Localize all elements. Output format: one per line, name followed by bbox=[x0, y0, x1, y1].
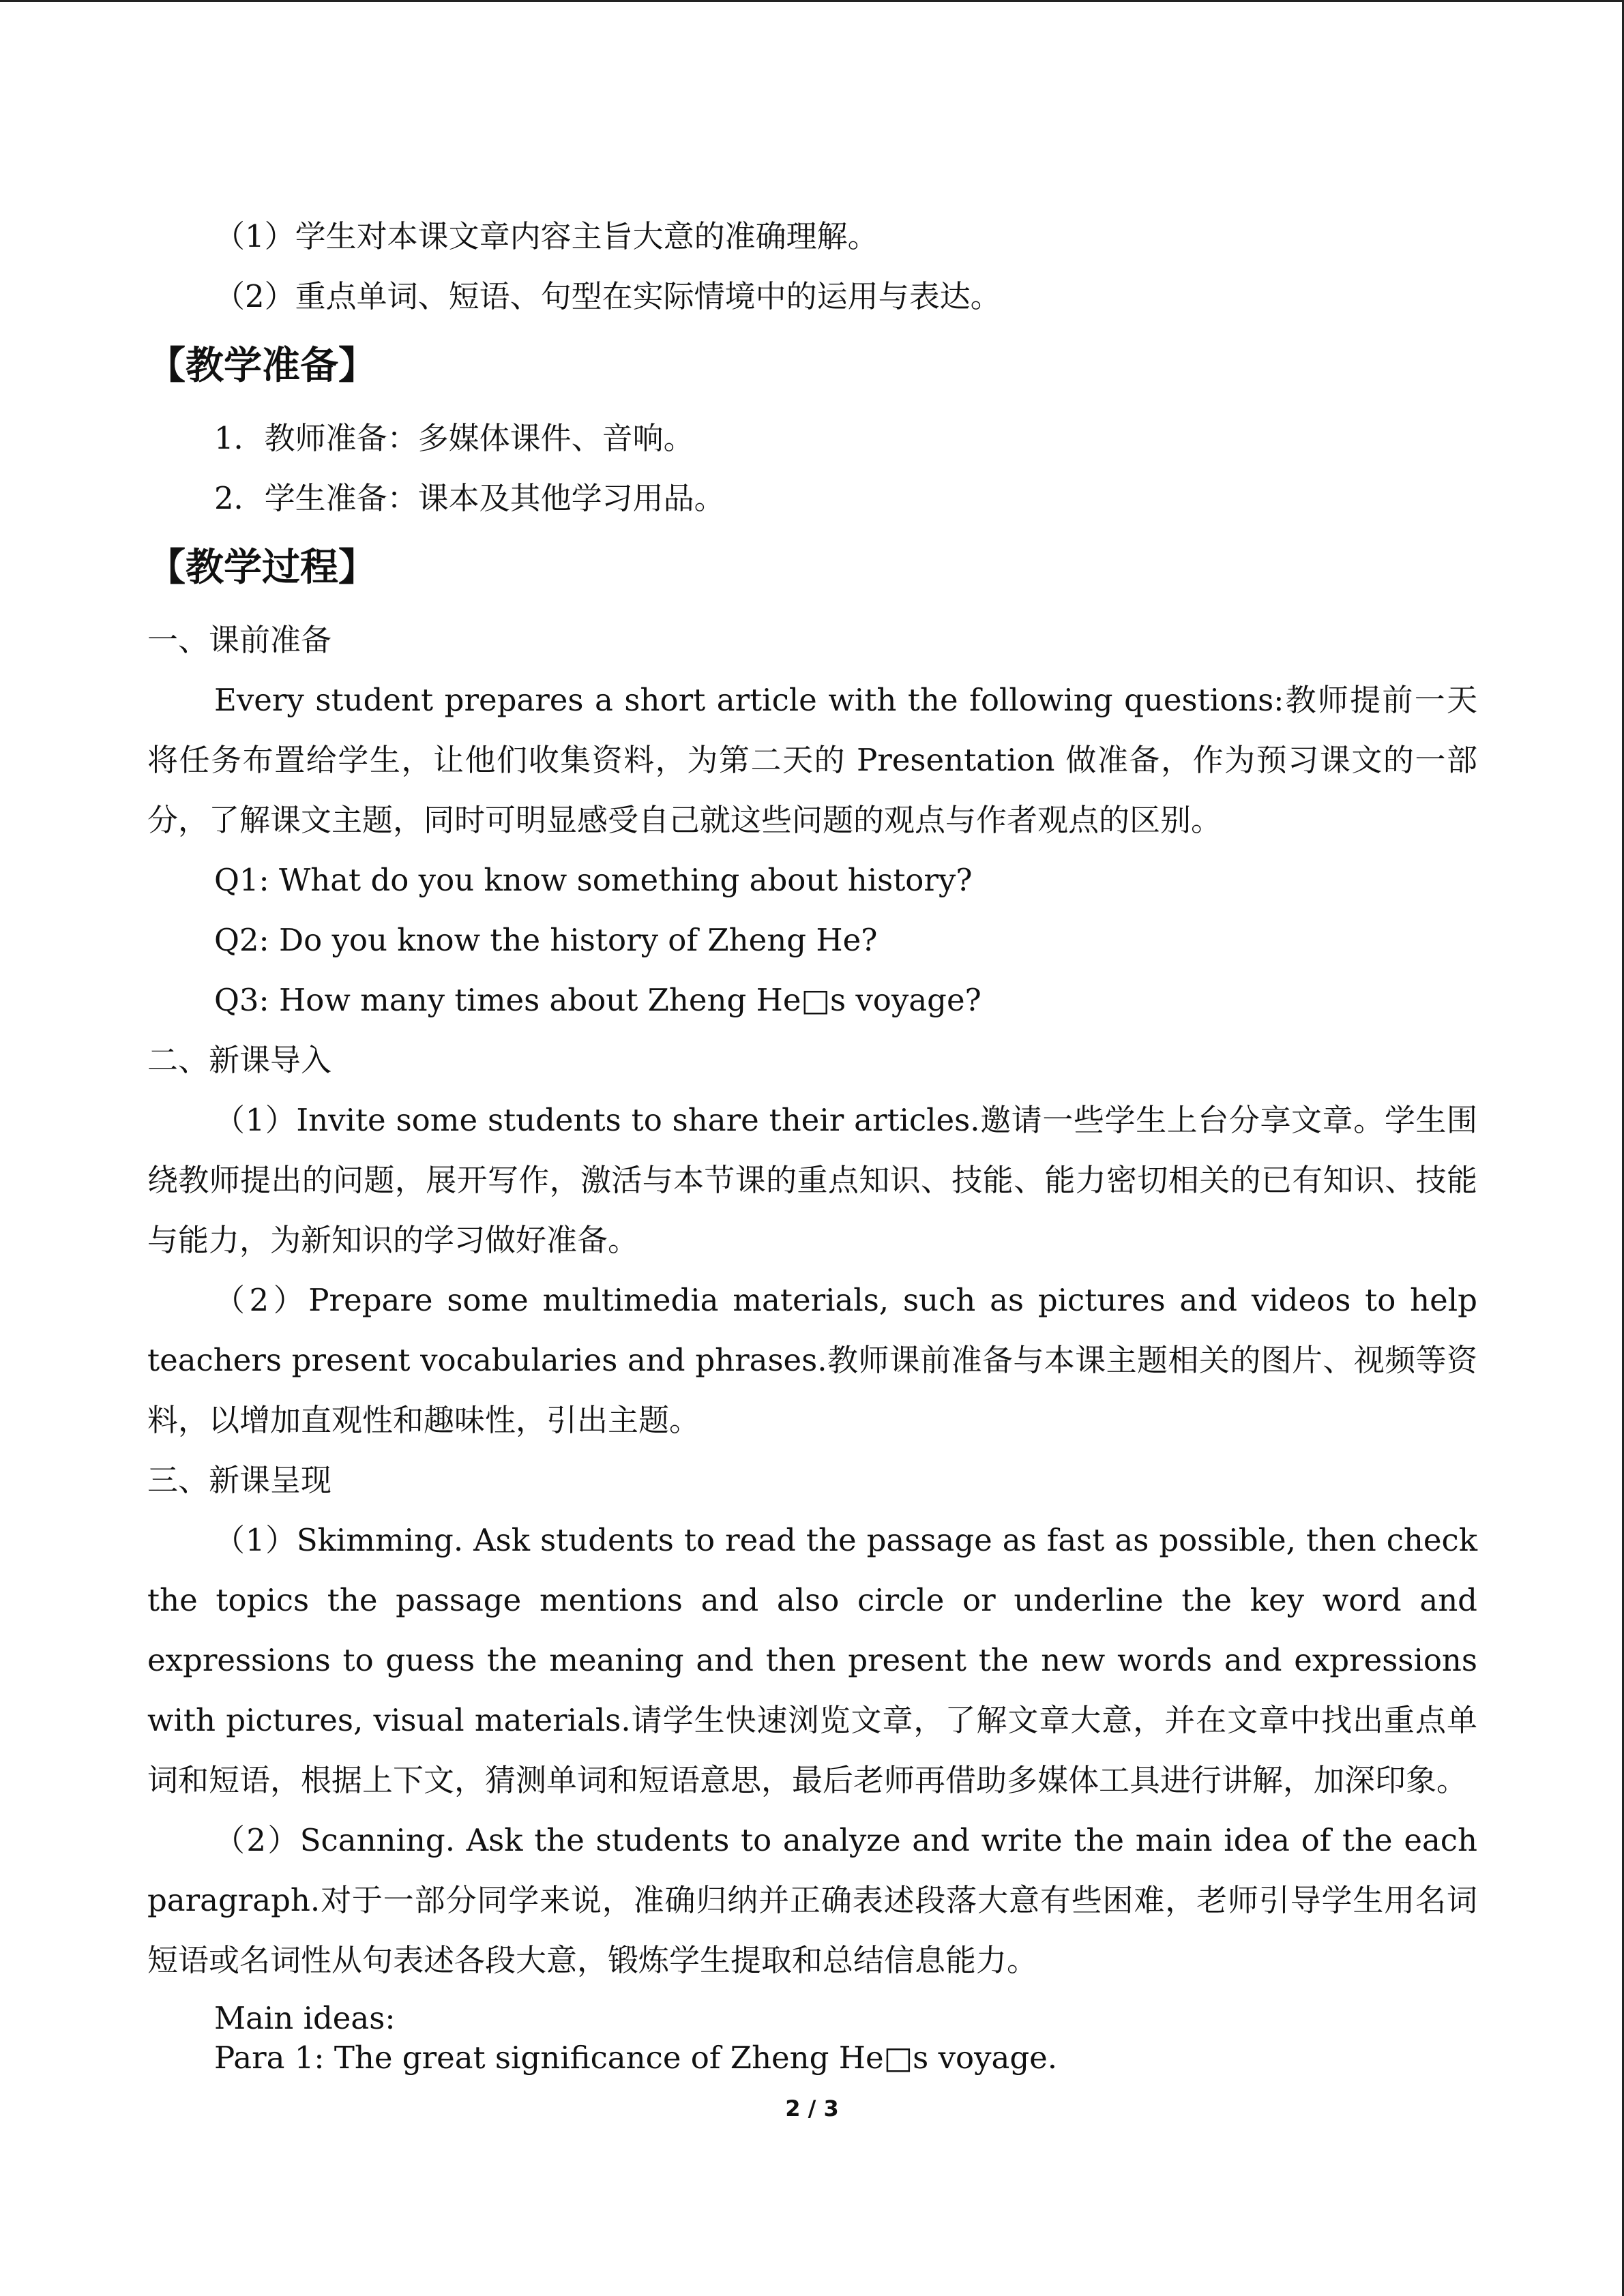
section-3-paragraph-1: （1）Skimming. Ask students to read the passage as fast as possible, then check the topics the passage mentions and also circle or underline the key word and expressions to guess the meaning and then present the new words and expressions with pictures, visual materials.请学生快速浏览文章，了解文章大意，并在文章中找出重点单词和短语，根据上下文，猜测单词和短语意思，最后老师再借助多媒体工具进行讲解，加深印象。 bbox=[147, 1522, 1477, 1798]
section-title-1: 一、课前准备 bbox=[147, 622, 332, 658]
heading-teaching-preparation: 【教学准备】 bbox=[147, 344, 377, 388]
section-3-paragraph-2: （2）Scanning. Ask the students to analyze and write the main idea of the each paragraph.对于一部分同学来说，准确归纳并正确表述段落大意有些困难，老师引导学生用名词短语或名词性从句表述各段大意，锻炼学生提取和总结信息能力。 bbox=[147, 1822, 1477, 1978]
main-idea-para-1: Para 1: The great significance of Zheng He□s voyage. bbox=[214, 2040, 1058, 2076]
section-title-2: 二、新课导入 bbox=[147, 1042, 332, 1078]
question-1: Q1: What do you know something about history? bbox=[214, 862, 973, 898]
intro-item-2: （2）重点单词、短语、句型在实际情境中的运用与表达。 bbox=[214, 278, 1001, 314]
section-title-3: 三、新课呈现 bbox=[147, 1462, 332, 1498]
page-number: 2 / 3 bbox=[785, 2096, 839, 2121]
question-2: Q2: Do you know the history of Zheng He? bbox=[214, 922, 878, 958]
main-ideas-label: Main ideas: bbox=[214, 2000, 396, 2036]
section-1-paragraph: Every student prepares a short article with the following questions:教师提前一天将任务布置给学生，让他们收集资料，为第二天的 Presentation 做准备，作为预习课文的一部分，了解课文主题，同时可明显感受自己就这些问题的观点与作者观点的区别。 bbox=[147, 682, 1477, 838]
prep-item-2: 2．学生准备：课本及其他学习用品。 bbox=[214, 480, 725, 516]
document-body bbox=[147, 207, 1477, 2078]
section-2-paragraph-2: （2）Prepare some multimedia materials, such as pictures and videos to help teachers present vocabularies and phrases.教师课前准备与本课主题相关的图片、视频等资料，以增加直观性和趣味性，引出主题。 bbox=[147, 1282, 1477, 1438]
intro-item-1: （1）学生对本课文章内容主旨大意的准确理解。 bbox=[214, 218, 879, 254]
heading-teaching-process: 【教学过程】 bbox=[147, 546, 377, 590]
question-3: Q3: How many times about Zheng He□s voyage? bbox=[214, 982, 981, 1018]
section-2-paragraph-1: （1）Invite some students to share their articles.邀请一些学生上台分享文章。学生围绕教师提出的问题，展开写作，激活与本节课的重点知识、技能、能力密切相关的已有知识、技能与能力，为新知识的学习做好准备。 bbox=[147, 1102, 1477, 1258]
prep-item-1: 1．教师准备：多媒体课件、音响。 bbox=[214, 420, 694, 456]
